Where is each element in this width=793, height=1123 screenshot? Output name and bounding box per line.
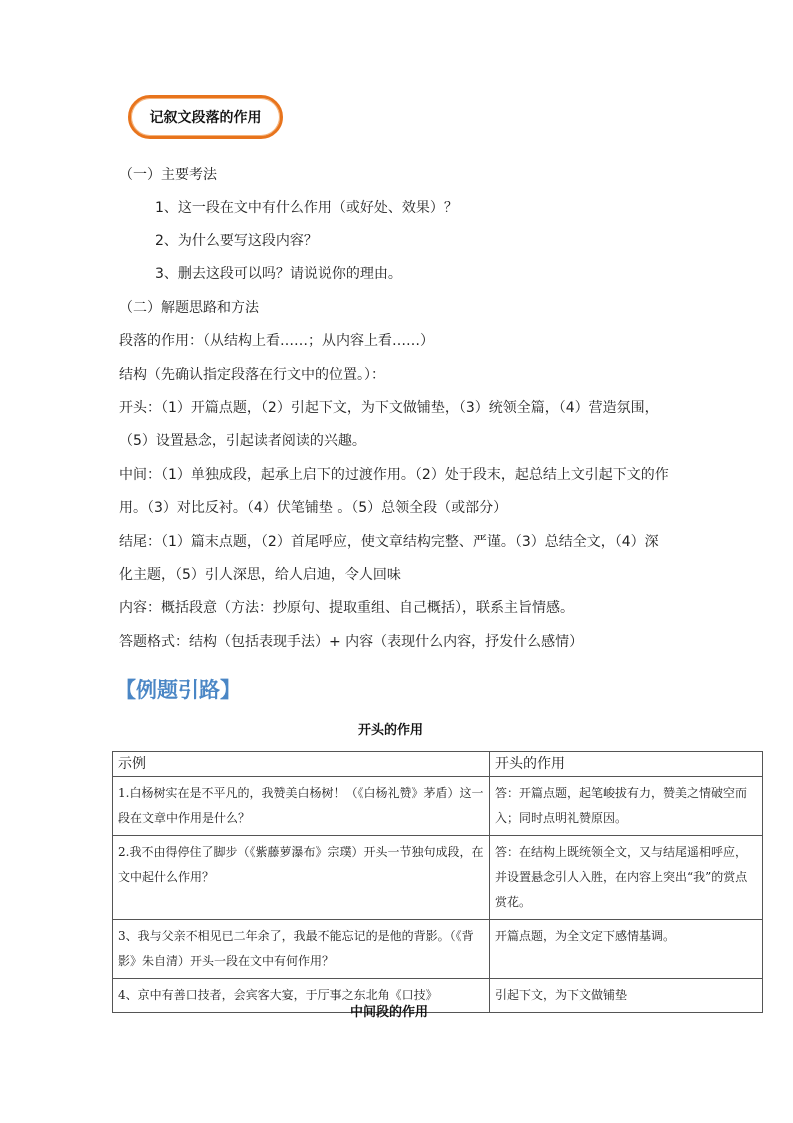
example-cell: 4、京中有善口技者，会宾客大宴，于厅事之东北角《口技》 [113, 979, 490, 1013]
example-cell: 2.我不由得停住了脚步（《紫藤萝瀑布》宗璞）开头一节独句成段，在文中起什么作用？ [113, 836, 490, 920]
heading-main-methods: （一）主要考法 [119, 167, 217, 183]
table-title: 开头的作用 [358, 723, 424, 738]
middle-line-1: 中间：（1）单独成段，起承上启下的过渡作用。（2）处于段末，起总结上文引起下文的作 [119, 467, 669, 483]
answer-cell: 答：开篇点题，起笔峻拔有力，赞美之情破空而入；同时点明礼赞原因。 [490, 777, 763, 836]
section-title-badge [128, 95, 283, 139]
table-row [113, 979, 763, 1013]
example-cell: 3、我与父亲不相见已二年余了，我最不能忘记的是他的背影。（《背影》朱自清）开头一段在文中有何作用？ [113, 920, 490, 979]
answer-cell: 答：在结构上既统领全文，又与结尾遥相呼应，并设置悬念引人入胜，在内容上突出“我”的赏点赏花。 [490, 836, 763, 920]
method-item-3: 3、删去这段可以吗？请说说你的理由。 [155, 266, 402, 282]
example-table [112, 751, 763, 1013]
table-row [113, 836, 763, 920]
opening-line-1: 开头：（1）开篇点题，（2）引起下文，为下文做铺垫，（3）统领全篇，（4）营造氛围， [119, 400, 659, 416]
section-title: 记叙文段落的作用 [149, 110, 262, 126]
method-item-1: 1、这一段在文中有什么作用（或好处、效果）？ [155, 200, 458, 216]
method-item-2: 2、为什么要写这段内容？ [155, 233, 318, 249]
heading-solution: （二）解题思路和方法 [119, 300, 259, 316]
answer-cell: 开篇点题，为全文定下感情基调。 [490, 920, 763, 979]
content-line: 内容：概括段意（方法：抄原句、提取重组、自己概括），联系主旨情感。 [119, 600, 574, 616]
table-row [113, 777, 763, 836]
table-header-cell: 开头的作用 [490, 752, 763, 777]
table-header-cell: 示例 [113, 752, 490, 777]
example-cell: 1.白杨树实在是不平凡的，我赞美白杨树！（《白杨礼赞》茅盾）这一段在文章中作用是什么？ [113, 777, 490, 836]
structure-line: 结构（先确认指定段落在行文中的位置。）： [119, 367, 385, 383]
example-heading: 【例题引路】 [115, 678, 241, 702]
table-row [113, 920, 763, 979]
paragraph-role-line: 段落的作用：（从结构上看……；从内容上看……） [119, 333, 434, 349]
answer-cell: 引起下文，为下文做铺垫 [490, 979, 763, 1013]
next-table-title: 中间段的作用 [350, 1005, 429, 1020]
ending-line-1: 结尾：（1）篇末点题，（2）首尾呼应，使文章结构完整、严谨。（3）总结全文，（4）深 [119, 534, 659, 550]
ending-line-2: 化主题，（5）引人深思，给人启迪，令人回味 [119, 567, 401, 583]
table-header-row [113, 752, 763, 777]
opening-line-2: （5）设置悬念，引起读者阅读的兴趣。 [119, 433, 366, 449]
answer-format-line: 答题格式：结构（包括表现手法）+ 内容（表现什么内容，抒发什么感情） [119, 634, 584, 650]
middle-line-2: 用。（3）对比反衬。（4）伏笔铺垫 。（5）总领全段（或部分） [119, 500, 508, 516]
